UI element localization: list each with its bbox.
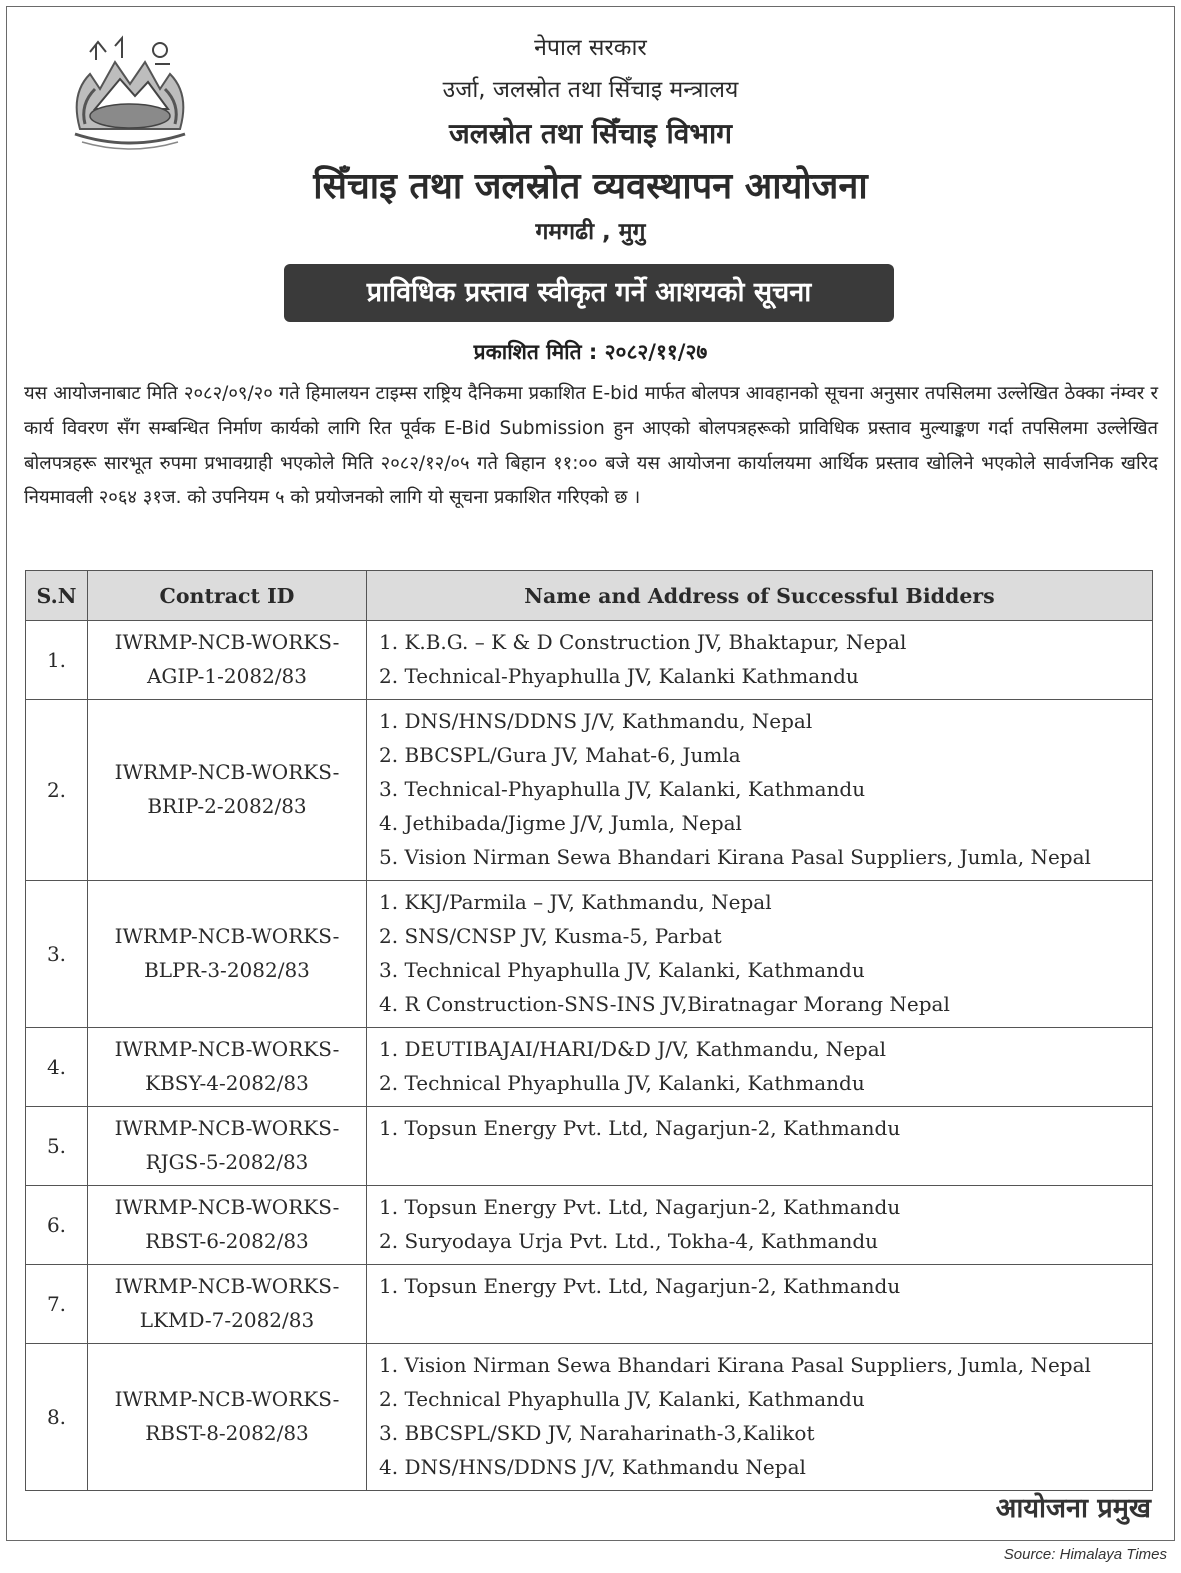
bidder-item: 2. Technical-Phyaphulla JV, Kalanki Kathmandu xyxy=(379,664,859,688)
department-name: जलस्रोत तथा सिँचाइ विभाग xyxy=(448,117,732,150)
contract-id xyxy=(88,1107,367,1186)
contract-id xyxy=(88,1265,367,1344)
project-location: गमगढी , मुगु xyxy=(535,219,646,245)
bidder-item: 1. KKJ/Parmila – JV, Kathmandu, Nepal xyxy=(379,890,772,914)
bidders-cell xyxy=(367,1344,1153,1491)
bidder-item: 3. Technical-Phyaphulla JV, Kalanki, Kathmandu xyxy=(379,777,866,801)
bidders-cell xyxy=(367,881,1153,1028)
contract-id-line2: LKMD-7-2082/83 xyxy=(139,1308,315,1332)
bidder-item: 1. Topsun Energy Pvt. Ltd, Nagarjun-2, Kathmandu xyxy=(379,1116,901,1140)
contract-id-line2: AGIP-1-2082/83 xyxy=(146,664,307,688)
row-sn: 2. xyxy=(26,700,88,881)
bidder-item: 2. BBCSPL/Gura JV, Mahat-6, Jumla xyxy=(379,743,741,767)
table-header-row xyxy=(26,571,1153,621)
contract-id xyxy=(88,621,367,700)
bidder-item: 2. SNS/CNSP JV, Kusma-5, Parbat xyxy=(379,924,722,948)
row-sn: 8. xyxy=(26,1344,88,1491)
bidder-item: 4. R Construction-SNS-INS JV,Biratnagar Morang Nepal xyxy=(379,992,950,1016)
table-row xyxy=(26,1107,1153,1186)
contract-id-line2: BRIP-2-2082/83 xyxy=(147,794,307,818)
table-row xyxy=(26,1028,1153,1107)
contract-id xyxy=(88,1344,367,1491)
successful-bidders-table xyxy=(25,570,1153,1491)
bidder-item: 3. BBCSPL/SKD JV, Naraharinath-3,Kalikot xyxy=(379,1421,815,1445)
header-contract-id: Contract ID xyxy=(88,571,367,621)
ministry-name: उर्जा, जलस्रोत तथा सिँचाइ मन्त्रालय xyxy=(442,77,739,103)
bidder-item: 1. Topsun Energy Pvt. Ltd, Nagarjun-2, Kathmandu xyxy=(379,1195,901,1219)
bidders-cell xyxy=(367,700,1153,881)
contract-id-line2: RBST-6-2082/83 xyxy=(145,1229,309,1253)
project-name: सिँचाइ तथा जलस्रोत व्यवस्थापन आयोजना xyxy=(313,166,868,207)
source-credit: Source: Himalaya Times xyxy=(1003,1546,1167,1563)
table-row xyxy=(26,1186,1153,1265)
bidder-item: 4. DNS/HNS/DDNS J/V, Kathmandu Nepal xyxy=(379,1455,806,1479)
bidder-item: 1. DNS/HNS/DDNS J/V, Kathmandu, Nepal xyxy=(379,709,813,733)
row-sn: 1. xyxy=(26,621,88,700)
row-sn: 4. xyxy=(26,1028,88,1107)
contract-id-line2: RJGS-5-2082/83 xyxy=(145,1150,309,1174)
bidders-cell xyxy=(367,1265,1153,1344)
bidders-cell xyxy=(367,1028,1153,1107)
contract-id-line1: IWRMP-NCB-WORKS- xyxy=(114,1037,340,1061)
header-sn: S.N xyxy=(26,571,88,621)
bidder-item: 5. Vision Nirman Sewa Bhandari Kirana Pasal Suppliers, Jumla, Nepal xyxy=(379,845,1091,869)
contract-id-line1: IWRMP-NCB-WORKS- xyxy=(114,760,340,784)
bidder-item: 1. DEUTIBAJAI/HARI/D&D J/V, Kathmandu, Nepal xyxy=(379,1037,887,1061)
bidders-cell xyxy=(367,621,1153,700)
bidder-item: 2. Technical Phyaphulla JV, Kalanki, Kathmandu xyxy=(379,1387,865,1411)
contract-id-line1: IWRMP-NCB-WORKS- xyxy=(114,1274,340,1298)
bidder-item: 1. K.B.G. – K & D Construction JV, Bhaktapur, Nepal xyxy=(379,630,907,654)
contract-id xyxy=(88,1186,367,1265)
table-row xyxy=(26,621,1153,700)
bidder-item: 2. Technical Phyaphulla JV, Kalanki, Kathmandu xyxy=(379,1071,865,1095)
bidders-cell xyxy=(367,1107,1153,1186)
table-row xyxy=(26,1265,1153,1344)
bidder-item: 1. Vision Nirman Sewa Bhandari Kirana Pasal Suppliers, Jumla, Nepal xyxy=(379,1353,1091,1377)
published-date: प्रकाशित मिति : २०८२/११/२७ xyxy=(473,340,708,364)
contract-id-line1: IWRMP-NCB-WORKS- xyxy=(114,630,340,654)
row-sn: 5. xyxy=(26,1107,88,1186)
signature-title: आयोजना प्रमुख xyxy=(995,1493,1151,1524)
notice-body-text: यस आयोजनाबाट मिति २०८२/०९/२० गते हिमालयन टाइम्स राष्ट्रिय दैनिकमा प्रकाशित E-bid मार्फत बोलपत्र आवहानको सूचना अनुसार तपसिलमा उल्लेखित ठेक्का नंम्वर र कार्य विवरण सँग सम्बन्धित निर्माण कार्यको लागि रित पूर्वक E-Bid Submission हुन आएको बोलपत्रहरूको प्राविधिक प्रस्ताव मुल्याङ्कण गर्दा तपसिलमा उल्लेखित बोलपत्रहरू सारभूत रुपमा प्रभावग्राही भएकोले मिति २०८२/१२/०५ गते बिहान ११:०० बजे यस आयोजना कार्यालयमा आर्थिक प्रस्ताव खोलिने भएकोले सार्वजनिक खरिद नियमावली २०६४ ३१ज. को उपनियम ५ को प्रयोजनको लागि यो सूचना प्रकाशित गरिएको छ । xyxy=(24,383,1158,509)
contract-id-line2: RBST-8-2082/83 xyxy=(145,1421,309,1445)
contract-id-line2: BLPR-3-2082/83 xyxy=(144,958,310,982)
row-sn: 7. xyxy=(26,1265,88,1344)
table-row xyxy=(26,1344,1153,1491)
contract-id xyxy=(88,881,367,1028)
row-sn: 3. xyxy=(26,881,88,1028)
contract-id-line1: IWRMP-NCB-WORKS- xyxy=(114,924,340,948)
bidder-item: 1. Topsun Energy Pvt. Ltd, Nagarjun-2, Kathmandu xyxy=(379,1274,901,1298)
bidder-item: 4. Jethibada/Jigme J/V, Jumla, Nepal xyxy=(379,811,742,835)
government-name: नेपाल सरकार xyxy=(534,35,647,61)
notice-title-banner: प्राविधिक प्रस्ताव स्वीकृत गर्ने आशयको सूचना xyxy=(284,264,894,322)
contract-id xyxy=(88,700,367,881)
table-row xyxy=(26,881,1153,1028)
bidder-item: 2. Suryodaya Urja Pvt. Ltd., Tokha-4, Kathmandu xyxy=(379,1229,879,1253)
contract-id-line1: IWRMP-NCB-WORKS- xyxy=(114,1116,340,1140)
header-bidders: Name and Address of Successful Bidders xyxy=(367,571,1153,621)
contract-id-line2: KBSY-4-2082/83 xyxy=(145,1071,309,1095)
bidder-item: 3. Technical Phyaphulla JV, Kalanki, Kathmandu xyxy=(379,958,865,982)
contract-id-line1: IWRMP-NCB-WORKS- xyxy=(114,1387,340,1411)
contract-id-line1: IWRMP-NCB-WORKS- xyxy=(114,1195,340,1219)
row-sn: 6. xyxy=(26,1186,88,1265)
table-row xyxy=(26,700,1153,881)
contract-id xyxy=(88,1028,367,1107)
bidders-cell xyxy=(367,1186,1153,1265)
